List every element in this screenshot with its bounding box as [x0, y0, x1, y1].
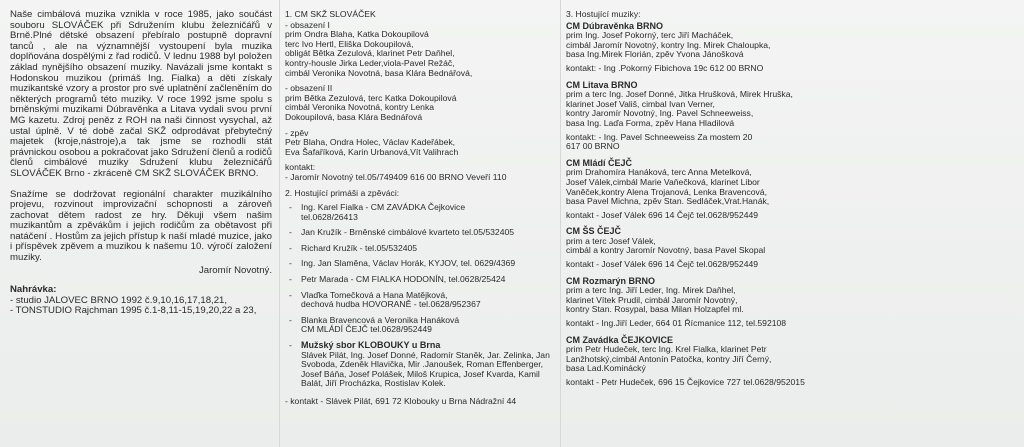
signature: Jaromír Novotný. — [198, 264, 272, 276]
band-entry — [566, 81, 1018, 152]
fold-line — [279, 0, 280, 447]
choir-title: Mužský sbor KLOBOUKY u Brna — [301, 340, 441, 351]
band-contact: kontakt - Josef Válek 696 14 Čejč tel.0628/952449 — [566, 259, 759, 270]
lineup-label: - obsazení I — [285, 19, 330, 30]
band-name: CM Dúbravěnka BRNO — [566, 20, 664, 31]
recording-item: - TONSTUDIO Rajchman 1995 č.1-8,11-15,19,20,22 a 23, — [10, 305, 257, 317]
guest-item: - Richard Kružík - tel.05/532405 — [289, 242, 418, 253]
band-contact: kontakt - Josef Válek 696 14 Čejč tel.0628/952449 — [566, 209, 759, 220]
singers-block — [285, 129, 555, 158]
contact-block — [285, 163, 555, 182]
section-heading: 1. CM SKŽ SLOVÁČEK — [285, 9, 376, 19]
intro-column — [10, 10, 272, 317]
band-members: prim a terc Josef Válek, cimbál a kontry Jaromír Novotný, basa Pavel Skopal — [566, 235, 766, 256]
band-name: CM Mládí ČEJČ — [566, 157, 633, 168]
contact-label: kontakt: — [285, 162, 316, 173]
guest-item: - Vlaďka Tomečková a Hana Matějková, dechová hudba HOVORANĚ - tel.0628/952367 — [289, 289, 481, 310]
band-name: CM Rozmarýn BRNO — [566, 275, 656, 286]
band-members: prim Petr Hudeček, terc Ing. Krel Fialka, klarinet Petr Lanžhotský,cimbál Antonín Patočka, kontry Jiří Černý, basa Lad.Kominácký — [566, 344, 772, 374]
band-members: prim Drahomíra Hanáková, terc Anna Metelková, Josef Válek,cimbál Marie Vaňečková, klarinet Libor Vaněček,kontry Alena Trojanová, Lenka Bravencová, basa Pavel Michna, zpěv Stan. Sedláček,Vrat.Hanák, — [566, 167, 770, 207]
band-contact: kontakt: - Ing. Pavel Schneeweiss Za mostem 20 617 00 BRNO — [566, 131, 753, 152]
band-entry — [566, 277, 1018, 329]
section-heading: 2. Hostující primáši a zpěváci: — [285, 187, 400, 198]
band-contact: kontakt - Petr Hudeček, 696 15 Čejkovice 727 tel.0628/952015 — [566, 377, 805, 387]
band-name: CM ŠS ČEJČ — [566, 226, 622, 237]
band-members: prim a terc Ing. Jiří Leder, Ing. Mirek Daňhel, klarinet Vítek Prudil, cimbál Jaromír Novotný, kontry Stan. Rosypal, basa Milan Holzapfel ml. — [566, 285, 744, 315]
band-entry — [566, 159, 1018, 221]
recording-item: - studio JALOVEC BRNO 1992 č.9,10,16,17,18,21, — [10, 294, 228, 306]
guest-item: - Jan Kružík - Brněnské cimbálové kvarteto tel.05/532405 — [289, 227, 515, 238]
lineup-label: - obsazení II — [285, 83, 333, 94]
band-members: prim Ing. Josef Pokorný, terc Jiří Macháček, cimbál Jaromír Novotný, kontry Ing. Mirek Chaloupka, basa Ing.Mirek Florián, zpěv Yvona Jánošková — [566, 30, 771, 60]
choir-item: - Mužský sbor KLOBOUKY u Brna Slávek Pilát, Ing. Josef Donné, Radomír Staněk, Jar. Zelinka, Jan Svoboda, Zdeněk Hlavička, Mir .Janoušek, Roman Effenberger, Josef Báňa, Josef Polášek, Miloš Krupica, Josef Kvarda, Kamil Balát, Jiří Procházka, Rostislav Kolek. — [289, 340, 550, 389]
guest-item: - Ing. Karel Fialka - CM ZAVÁDKA Čejkovice tel.0628/26413 — [289, 202, 466, 222]
band-entry — [566, 227, 1018, 269]
band-contact: kontakt - Ing.Jiří Leder, 664 01 Řícmanice 112, tel.592108 — [566, 318, 787, 329]
band-contact: kontakt: - Ing .Pokorný Fibichova 19c 612 00 BRNO — [566, 62, 764, 73]
band-name: CM Zavádka ČEJKOVICE — [566, 334, 674, 345]
guest-item: - Blanka Bravencová a Veronika Hanáková CM MLÁDÍ ČEJČ tel.0628/952449 — [289, 314, 460, 335]
contact-text: - Jaromír Novotný tel.05/749409 616 00 BRNO Veveří 110 — [285, 171, 507, 182]
choir-members: Slávek Pilát, Ing. Josef Donné, Radomír Staněk, Jar. Zelinka, Jan Svoboda, Zdeněk Hlavička, Mir .Janoušek, Roman Effenberger, Josef Báňa, Josef Polášek, Miloš Krupica, Josef Kvarda, Kamil Balát, Jiří Procházka, Rostislav Kolek. — [301, 349, 550, 389]
recording-heading: Nahrávka: — [10, 284, 57, 296]
lineup-text: prim Bětka Zezulová, terc Katka Dokoupilová cimbál Veronika Novotná, kontry Lenka Dokoupilová, basa Klára Bednářová — [285, 92, 457, 122]
guest-item: - Petr Marada - CM FIALKA HODONÍN, tel.0628/25424 — [289, 274, 506, 285]
lineup-block — [285, 21, 555, 79]
section-heading: 3. Hostující muziky: — [566, 9, 641, 19]
thanks-paragraph: Snažíme se dodržovat regionální charakter muzikálního projevu, rozvinout improvizační schopnosti a zároveň zachovat dětem radost ze hry. Děkuji všem našim muzikantům a zpěvákům i jejich rodičům za obětavost při natáčení . Hostům za jejich přístup k naší mladé muzice, jako i příspěvek zpěvem a muzikou k našemu 10. výročí založení muziky. — [10, 188, 272, 264]
band-entry — [566, 336, 1018, 388]
singers-text: Petr Blaha, Ondra Holec, Václav Kadeřábek, Eva Šafaříková, Karin Urbanová,Vít Valihrach — [285, 137, 459, 157]
choir-contact: - kontakt - Slávek Pilát, 691 72 Klobouky u Brna Nádražní 44 — [285, 396, 517, 406]
band-entry — [566, 22, 1018, 74]
bands-column — [566, 10, 1018, 395]
fold-line — [560, 0, 561, 447]
band-members: prim a terc Ing. Josef Donné, Jitka Hrušková, Mirek Hruška, klarinet Josef Vališ, cimbal Ivan Verner, kontry Jaromír Novotný, Ing. Pavel Schneeweiss, basa Ing. Laďa Forma, zpěv Hana Hladilová — [566, 89, 793, 128]
intro-paragraph: Naše cimbálová muzika vznikla v roce 1985, jako součást souboru SLOVÁČEK při Sdružením klubu železničářů v Brně.Plné dětské obsazení přebíralo postupně dopravní tanců , ale na významnější vystoupení byla muzika doplňována dospělými z řad rodičů. V lednu 1988 byl položen základ nynějšího obsazení muziky. Navázali jsme kontakt s Hodonskou muzikou (primáš Ing. Fialka) a děti získaly muzikantské vzory a prostor pro své uplatnění začleněním do některých programů této muziky. V roce 1992 jsme spolu s brněnskými muzikami Dúbravěnka a Litava vydali svou první MG kazetu. Zdroj peněz z ROH na naši činnost vysychal, až ustal úplně. V té době začal SKŽ odprodávat přebytečný majetek (kroje,nástroje),a tak jsme se rozhodli stát právnickou osobou a pokračovat jako Sdružení členů a rodičů členů cimbálové muziky Sdružení klubu železničářů SLOVÁČEK Brno - zkráceně CM SKŽ SLOVÁČEK BRNO. — [10, 9, 272, 179]
members-column — [285, 10, 555, 407]
guest-item: - Ing. Jan Slaměna, Václav Horák, KYJOV, tel. 0629/4369 — [289, 258, 516, 269]
singers-label: - zpěv — [285, 127, 309, 138]
band-name: CM Litava BRNO — [566, 79, 638, 90]
lineup-text: prim Ondra Blaha, Katka Dokoupilová terc Ivo Hertl, Eliška Dokoupilová, obligát Bětka Zezulová, klarinet Petr Daňhel, kontry-housle Jirka Leder,viola-Pavel Režáč, cimbál Veronika Novotná, basa Klára Bednářová, — [285, 29, 473, 78]
lineup-block — [285, 84, 555, 122]
